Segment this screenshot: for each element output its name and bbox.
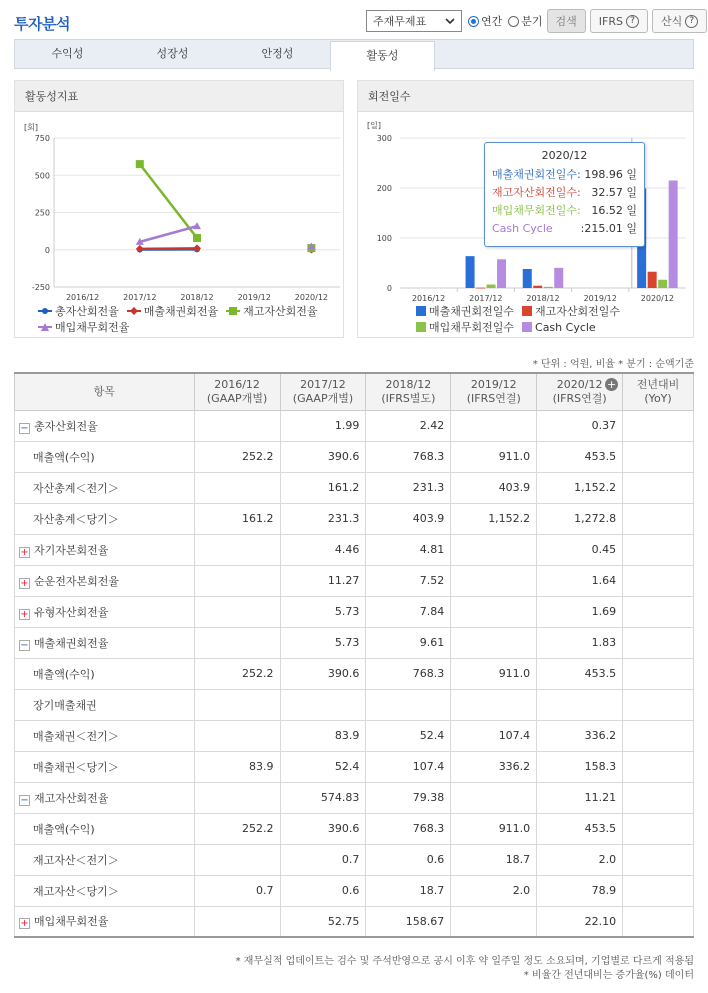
line-marker-icon bbox=[226, 306, 240, 316]
radio-quarter[interactable] bbox=[508, 13, 542, 29]
chart-tooltip bbox=[484, 142, 645, 247]
table-cell bbox=[451, 534, 537, 565]
table-cell: 0.7 bbox=[194, 875, 280, 906]
table-cell bbox=[194, 689, 280, 720]
bar bbox=[554, 268, 563, 288]
ifrs-button-label: IFRS bbox=[598, 14, 623, 28]
y-axis-unit: [회] bbox=[24, 123, 38, 132]
bar bbox=[533, 286, 542, 288]
table-cell: 4.46 bbox=[280, 534, 366, 565]
table-cell: 78.9 bbox=[537, 875, 623, 906]
table-cell: 7.52 bbox=[366, 565, 451, 596]
chevron-down-icon bbox=[445, 15, 455, 28]
data-point bbox=[136, 245, 144, 253]
row-label-cell[interactable] bbox=[15, 627, 195, 658]
table-cell: 0.7 bbox=[280, 844, 366, 875]
table-cell bbox=[194, 472, 280, 503]
collapse-icon[interactable]: − bbox=[20, 794, 29, 806]
table-row bbox=[15, 782, 694, 813]
help-icon: ? bbox=[685, 15, 698, 28]
expand-icon[interactable]: + bbox=[20, 918, 29, 930]
table-cell bbox=[537, 689, 623, 720]
table-cell: 1,272.8 bbox=[537, 503, 623, 534]
tooltip-value: 198.96 일 bbox=[584, 168, 637, 181]
table-row bbox=[15, 441, 694, 472]
header-label: 2016/12 bbox=[214, 377, 260, 391]
table-row bbox=[15, 503, 694, 534]
expand-icon[interactable]: + bbox=[20, 608, 29, 620]
legend-label: 총자산회전율 bbox=[55, 305, 119, 318]
table-cell bbox=[623, 627, 694, 658]
row-label-cell bbox=[15, 751, 195, 782]
table-cell: 0.6 bbox=[280, 875, 366, 906]
statement-select-value: 주재무제표 bbox=[373, 15, 427, 28]
legend-label: 매출채권회전율 bbox=[143, 305, 219, 318]
table-cell: 768.3 bbox=[366, 441, 451, 472]
table-cell bbox=[623, 534, 694, 565]
row-label-cell bbox=[15, 441, 195, 472]
legend-swatch bbox=[416, 306, 426, 316]
header-sublabel: (IFRS연결) bbox=[552, 391, 607, 405]
y-tick-label: 250 bbox=[34, 208, 50, 218]
table-cell: 1.99 bbox=[280, 410, 366, 441]
legend-item-inventory-turnover[interactable] bbox=[226, 303, 317, 319]
table-cell: 1,152.2 bbox=[451, 503, 537, 534]
table-cell bbox=[451, 565, 537, 596]
tooltip-row bbox=[492, 202, 637, 220]
y-tick-label: 300 bbox=[376, 134, 392, 143]
table-cell bbox=[451, 596, 537, 627]
table-cell: 2.0 bbox=[451, 875, 537, 906]
table-cell: 18.7 bbox=[451, 844, 537, 875]
table-cell: 52.75 bbox=[280, 906, 366, 937]
table-cell bbox=[623, 689, 694, 720]
y-tick-label: 0 bbox=[44, 245, 50, 255]
row-label: 매출채권＜당기＞ bbox=[33, 760, 119, 774]
table-cell: 0.37 bbox=[537, 410, 623, 441]
row-label: 매출채권＜전기＞ bbox=[33, 729, 119, 743]
table-cell: 231.3 bbox=[280, 503, 366, 534]
table-cell: 79.38 bbox=[366, 782, 451, 813]
y-axis-unit: [일] bbox=[367, 121, 381, 130]
legend-label: 매입채무회전율 bbox=[55, 321, 130, 334]
bar bbox=[523, 269, 532, 288]
formula-button-label: 산식 bbox=[661, 15, 683, 28]
ifrs-button[interactable] bbox=[590, 9, 648, 33]
table-row bbox=[15, 472, 694, 503]
activity-data-table bbox=[14, 372, 694, 938]
table-row bbox=[15, 658, 694, 689]
table-cell bbox=[451, 689, 537, 720]
table-header-cell bbox=[623, 373, 694, 410]
table-cell: 390.6 bbox=[280, 658, 366, 689]
table-cell bbox=[623, 658, 694, 689]
table-cell: 9.61 bbox=[366, 627, 451, 658]
tooltip-label: Cash Cycle bbox=[492, 222, 553, 235]
activity-chart-legend bbox=[38, 303, 338, 335]
table-cell bbox=[623, 782, 694, 813]
tooltip-value: 16.52 일 bbox=[591, 204, 637, 217]
table-cell bbox=[451, 782, 537, 813]
table-cell bbox=[623, 503, 694, 534]
row-label-cell bbox=[15, 844, 195, 875]
y-tick-label: 0 bbox=[386, 284, 392, 293]
header-label: 2020/12 bbox=[556, 377, 603, 391]
table-row bbox=[15, 534, 694, 565]
row-label-cell[interactable] bbox=[15, 410, 195, 441]
table-cell: 2.0 bbox=[537, 844, 623, 875]
x-tick-label: 2017/12 bbox=[469, 294, 503, 303]
table-cell bbox=[366, 689, 451, 720]
radio-on-icon bbox=[468, 16, 479, 27]
table-header-row bbox=[15, 373, 694, 410]
row-label: 매출액(수익) bbox=[33, 450, 95, 464]
row-label: 장기매출채권 bbox=[33, 698, 97, 712]
x-tick-label: 2018/12 bbox=[180, 293, 214, 302]
table-cell: 252.2 bbox=[194, 441, 280, 472]
x-tick-label: 2016/12 bbox=[65, 293, 100, 302]
statement-select[interactable] bbox=[366, 10, 462, 32]
header-label: 2019/12 bbox=[470, 377, 517, 391]
y-tick-label: -250 bbox=[31, 283, 50, 292]
table-cell: 83.9 bbox=[194, 751, 280, 782]
row-label-cell[interactable] bbox=[15, 565, 195, 596]
table-cell bbox=[194, 627, 280, 658]
table-cell: 52.4 bbox=[366, 720, 451, 751]
tab-stability[interactable]: 안정성 bbox=[261, 47, 294, 60]
x-tick-label: 2020/12 bbox=[294, 293, 329, 302]
row-label: 총자산회전율 bbox=[34, 419, 98, 433]
table-cell: 0.45 bbox=[537, 534, 623, 565]
table-cell: 11.21 bbox=[537, 782, 623, 813]
tooltip-title: 2020/12 bbox=[541, 149, 588, 162]
table-header-cell bbox=[280, 373, 366, 410]
table-cell bbox=[623, 751, 694, 782]
table-cell: 1.64 bbox=[537, 565, 623, 596]
bar bbox=[466, 256, 475, 288]
header-label: 2018/12 bbox=[385, 377, 432, 391]
table-cell: 390.6 bbox=[280, 813, 366, 844]
row-label-cell bbox=[15, 720, 195, 751]
table-row bbox=[15, 720, 694, 751]
table-header-cell bbox=[366, 373, 451, 410]
row-label: 매출액(수익) bbox=[33, 667, 95, 681]
table-cell: 11.27 bbox=[280, 565, 366, 596]
legend-swatch bbox=[522, 306, 532, 316]
table-row bbox=[15, 906, 694, 937]
table-cell: 231.3 bbox=[366, 472, 451, 503]
table-cell bbox=[623, 813, 694, 844]
row-label-cell bbox=[15, 658, 195, 689]
header-sublabel: (GAAP개별) bbox=[292, 391, 354, 405]
legend-label: Cash Cycle bbox=[535, 320, 596, 334]
table-cell: 5.73 bbox=[280, 627, 366, 658]
row-label: 자산총계＜전기＞ bbox=[33, 481, 119, 495]
table-cell: 453.5 bbox=[537, 813, 623, 844]
row-label: 재고자산회전율 bbox=[34, 791, 109, 805]
table-cell bbox=[623, 596, 694, 627]
row-label: 매출액(수익) bbox=[33, 822, 95, 836]
expand-plus-icon[interactable]: + bbox=[606, 378, 617, 391]
bar bbox=[497, 259, 506, 288]
table-row bbox=[15, 813, 694, 844]
table-cell: 574.83 bbox=[280, 782, 366, 813]
table-cell: 252.2 bbox=[194, 658, 280, 689]
table-cell: 158.67 bbox=[366, 906, 451, 937]
table-cell: 52.4 bbox=[280, 751, 366, 782]
tab-activity[interactable]: 활동성 bbox=[330, 41, 435, 71]
radio-off-icon bbox=[508, 16, 519, 27]
table-cell: 911.0 bbox=[451, 658, 537, 689]
collapse-icon[interactable]: − bbox=[20, 639, 29, 651]
tooltip-row bbox=[492, 166, 637, 184]
table-cell bbox=[194, 906, 280, 937]
table-cell bbox=[451, 627, 537, 658]
table-cell: 390.6 bbox=[280, 441, 366, 472]
footnote: * 재무실적 업데이트는 검수 및 주석반영으로 공시 이후 약 일주일 정도 소요되며, 기업별로 다르게 적용됨 bbox=[235, 956, 694, 967]
row-label: 자산총계＜당기＞ bbox=[33, 512, 119, 526]
table-cell: 2.42 bbox=[366, 410, 451, 441]
legend-item-receivable-days[interactable] bbox=[416, 303, 514, 319]
expand-icon[interactable]: + bbox=[20, 546, 29, 558]
table-cell: 161.2 bbox=[280, 472, 366, 503]
legend-swatch bbox=[416, 322, 426, 332]
table-cell: 83.9 bbox=[280, 720, 366, 751]
controls-bar bbox=[366, 9, 707, 33]
row-label-cell bbox=[15, 689, 195, 720]
tooltip-row bbox=[492, 184, 637, 202]
tooltip-value: 32.57 일 bbox=[591, 186, 637, 199]
header-label: 2017/12 bbox=[300, 377, 346, 391]
bar bbox=[648, 272, 657, 288]
footnote: * 비율간 전년대비는 증가율(%) 데이터 bbox=[523, 970, 694, 981]
table-row bbox=[15, 751, 694, 782]
header-label: 항목 bbox=[93, 384, 115, 398]
line-marker-icon bbox=[127, 306, 141, 316]
turnover-days-chart-heading: 회전일수 bbox=[358, 81, 693, 112]
tooltip-value: :215.01 일 bbox=[580, 222, 637, 235]
expand-icon[interactable]: + bbox=[20, 577, 29, 589]
row-label: 재고자산＜전기＞ bbox=[33, 853, 119, 867]
line-marker-icon bbox=[38, 306, 52, 316]
header-sublabel: (GAAP개별) bbox=[206, 391, 268, 405]
table-header-cell bbox=[537, 373, 623, 410]
collapse-icon[interactable]: − bbox=[20, 422, 29, 434]
page-title: 투자분석 bbox=[14, 15, 70, 33]
table-header-cell bbox=[15, 373, 195, 410]
formula-button[interactable] bbox=[652, 9, 707, 33]
header-label: 전년대비 bbox=[636, 377, 680, 391]
table-cell: 768.3 bbox=[366, 813, 451, 844]
data-point bbox=[193, 234, 201, 242]
row-label-cell bbox=[15, 472, 195, 503]
search-button[interactable] bbox=[547, 9, 586, 33]
table-cell: 1.69 bbox=[537, 596, 623, 627]
table-cell bbox=[623, 844, 694, 875]
turnover-days-legend bbox=[416, 303, 691, 335]
table-cell: 336.2 bbox=[537, 720, 623, 751]
table-cell bbox=[194, 565, 280, 596]
table-cell bbox=[194, 534, 280, 565]
header-sublabel: (IFRS별도) bbox=[381, 391, 436, 405]
legend-label: 매입채무회전일수 bbox=[429, 321, 515, 334]
table-cell: 5.73 bbox=[280, 596, 366, 627]
series-line bbox=[140, 226, 197, 242]
table-cell: 22.10 bbox=[537, 906, 623, 937]
radio-quarter-label: 분기 bbox=[521, 15, 543, 28]
table-cell bbox=[280, 689, 366, 720]
series-line bbox=[140, 248, 197, 249]
table-cell: 18.7 bbox=[366, 875, 451, 906]
table-header-cell bbox=[194, 373, 280, 410]
bar bbox=[487, 285, 496, 288]
x-tick-label: 2019/12 bbox=[583, 294, 617, 303]
header-sublabel: (YoY) bbox=[644, 391, 672, 405]
row-label: 자기자본회전율 bbox=[34, 543, 109, 557]
table-cell bbox=[451, 410, 537, 441]
table-cell: 107.4 bbox=[366, 751, 451, 782]
tooltip-label: 재고자산회전일수: bbox=[492, 186, 581, 199]
search-button-label: 검색 bbox=[555, 15, 577, 28]
legend-item-inventory-days[interactable] bbox=[522, 303, 620, 319]
table-cell: 768.3 bbox=[366, 658, 451, 689]
table-cell bbox=[194, 596, 280, 627]
table-cell: 161.2 bbox=[194, 503, 280, 534]
table-cell bbox=[623, 875, 694, 906]
row-label-cell[interactable] bbox=[15, 906, 195, 937]
activity-line-chart bbox=[14, 112, 344, 307]
y-tick-label: 200 bbox=[376, 184, 392, 193]
x-tick-label: 2019/12 bbox=[237, 293, 271, 302]
row-label: 순운전자본회전율 bbox=[34, 574, 120, 588]
table-cell: 336.2 bbox=[451, 751, 537, 782]
y-tick-label: 500 bbox=[34, 171, 50, 181]
row-label-cell[interactable] bbox=[15, 596, 195, 627]
table-cell: 403.9 bbox=[451, 472, 537, 503]
activity-chart-heading: 활동성지표 bbox=[15, 81, 343, 112]
row-label-cell[interactable] bbox=[15, 534, 195, 565]
bar bbox=[544, 287, 553, 288]
table-cell: 252.2 bbox=[194, 813, 280, 844]
table-row bbox=[15, 689, 694, 720]
table-row bbox=[15, 565, 694, 596]
bar bbox=[669, 180, 678, 288]
table-cell bbox=[623, 720, 694, 751]
tab-profitability[interactable]: 수익성 bbox=[51, 47, 84, 60]
tooltip-label: 매입채무회전일수: bbox=[492, 204, 581, 217]
table-cell: 911.0 bbox=[451, 441, 537, 472]
table-cell bbox=[451, 906, 537, 937]
legend-item-payable-turnover[interactable] bbox=[38, 319, 129, 335]
row-label-cell[interactable] bbox=[15, 782, 195, 813]
radio-annual-label: 연간 bbox=[481, 15, 503, 28]
legend-item-payable-days[interactable] bbox=[416, 319, 514, 335]
table-cell bbox=[194, 720, 280, 751]
legend-label: 재고자산회전일수 bbox=[535, 305, 621, 318]
footnotes bbox=[236, 955, 694, 983]
bar bbox=[658, 280, 667, 288]
tab-bar bbox=[14, 39, 694, 69]
table-row bbox=[15, 844, 694, 875]
table-cell: 911.0 bbox=[451, 813, 537, 844]
bar bbox=[476, 288, 485, 289]
table-cell: 4.81 bbox=[366, 534, 451, 565]
table-cell: 107.4 bbox=[451, 720, 537, 751]
table-cell bbox=[623, 906, 694, 937]
tab-growth[interactable]: 성장성 bbox=[156, 47, 189, 60]
table-cell bbox=[194, 782, 280, 813]
legend-item-cash-cycle[interactable] bbox=[522, 319, 596, 335]
table-row bbox=[15, 875, 694, 906]
table-cell bbox=[623, 472, 694, 503]
table-cell: 1,152.2 bbox=[537, 472, 623, 503]
row-label: 매입채무회전율 bbox=[34, 915, 109, 929]
table-cell: 1.83 bbox=[537, 627, 623, 658]
y-tick-label: 100 bbox=[376, 234, 392, 243]
line-marker-icon bbox=[38, 322, 52, 332]
table-cell bbox=[194, 844, 280, 875]
x-tick-label: 2017/12 bbox=[123, 293, 157, 302]
row-label: 재고자산＜당기＞ bbox=[33, 884, 119, 898]
table-cell: 7.84 bbox=[366, 596, 451, 627]
table-cell bbox=[623, 410, 694, 441]
y-tick-label: 750 bbox=[34, 134, 50, 143]
data-point bbox=[193, 244, 201, 252]
tooltip-row bbox=[492, 220, 637, 238]
table-row bbox=[15, 410, 694, 441]
data-point bbox=[136, 160, 144, 168]
table-cell: 0.6 bbox=[366, 844, 451, 875]
table-cell: 403.9 bbox=[366, 503, 451, 534]
table-cell: 453.5 bbox=[537, 441, 623, 472]
legend-swatch bbox=[522, 322, 532, 332]
table-cell: 453.5 bbox=[537, 658, 623, 689]
legend-label: 재고자산회전율 bbox=[243, 305, 318, 318]
row-label-cell bbox=[15, 503, 195, 534]
legend-item-total-asset-turnover[interactable] bbox=[38, 303, 119, 319]
unit-note: * 단위 : 억원, 비율 * 분기 : 순액기준 bbox=[532, 359, 694, 370]
radio-annual[interactable] bbox=[468, 13, 502, 29]
table-row bbox=[15, 627, 694, 658]
tooltip-label: 매출채권회전일수: bbox=[492, 168, 581, 181]
legend-item-receivable-turnover[interactable] bbox=[127, 303, 218, 319]
row-label: 매출채권회전율 bbox=[34, 636, 109, 650]
row-label-cell bbox=[15, 813, 195, 844]
table-header-cell bbox=[451, 373, 537, 410]
table-cell bbox=[623, 441, 694, 472]
help-icon: ? bbox=[626, 15, 639, 28]
x-tick-label: 2016/12 bbox=[411, 294, 446, 303]
legend-label: 매출채권회전일수 bbox=[429, 305, 515, 318]
row-label-cell bbox=[15, 875, 195, 906]
table-row bbox=[15, 596, 694, 627]
row-label: 유형자산회전율 bbox=[34, 605, 109, 619]
x-tick-label: 2018/12 bbox=[526, 294, 560, 303]
table-cell bbox=[623, 565, 694, 596]
table-cell bbox=[194, 410, 280, 441]
table-cell: 158.3 bbox=[537, 751, 623, 782]
header-sublabel: (IFRS연결) bbox=[466, 391, 521, 405]
x-tick-label: 2020/12 bbox=[640, 294, 675, 303]
